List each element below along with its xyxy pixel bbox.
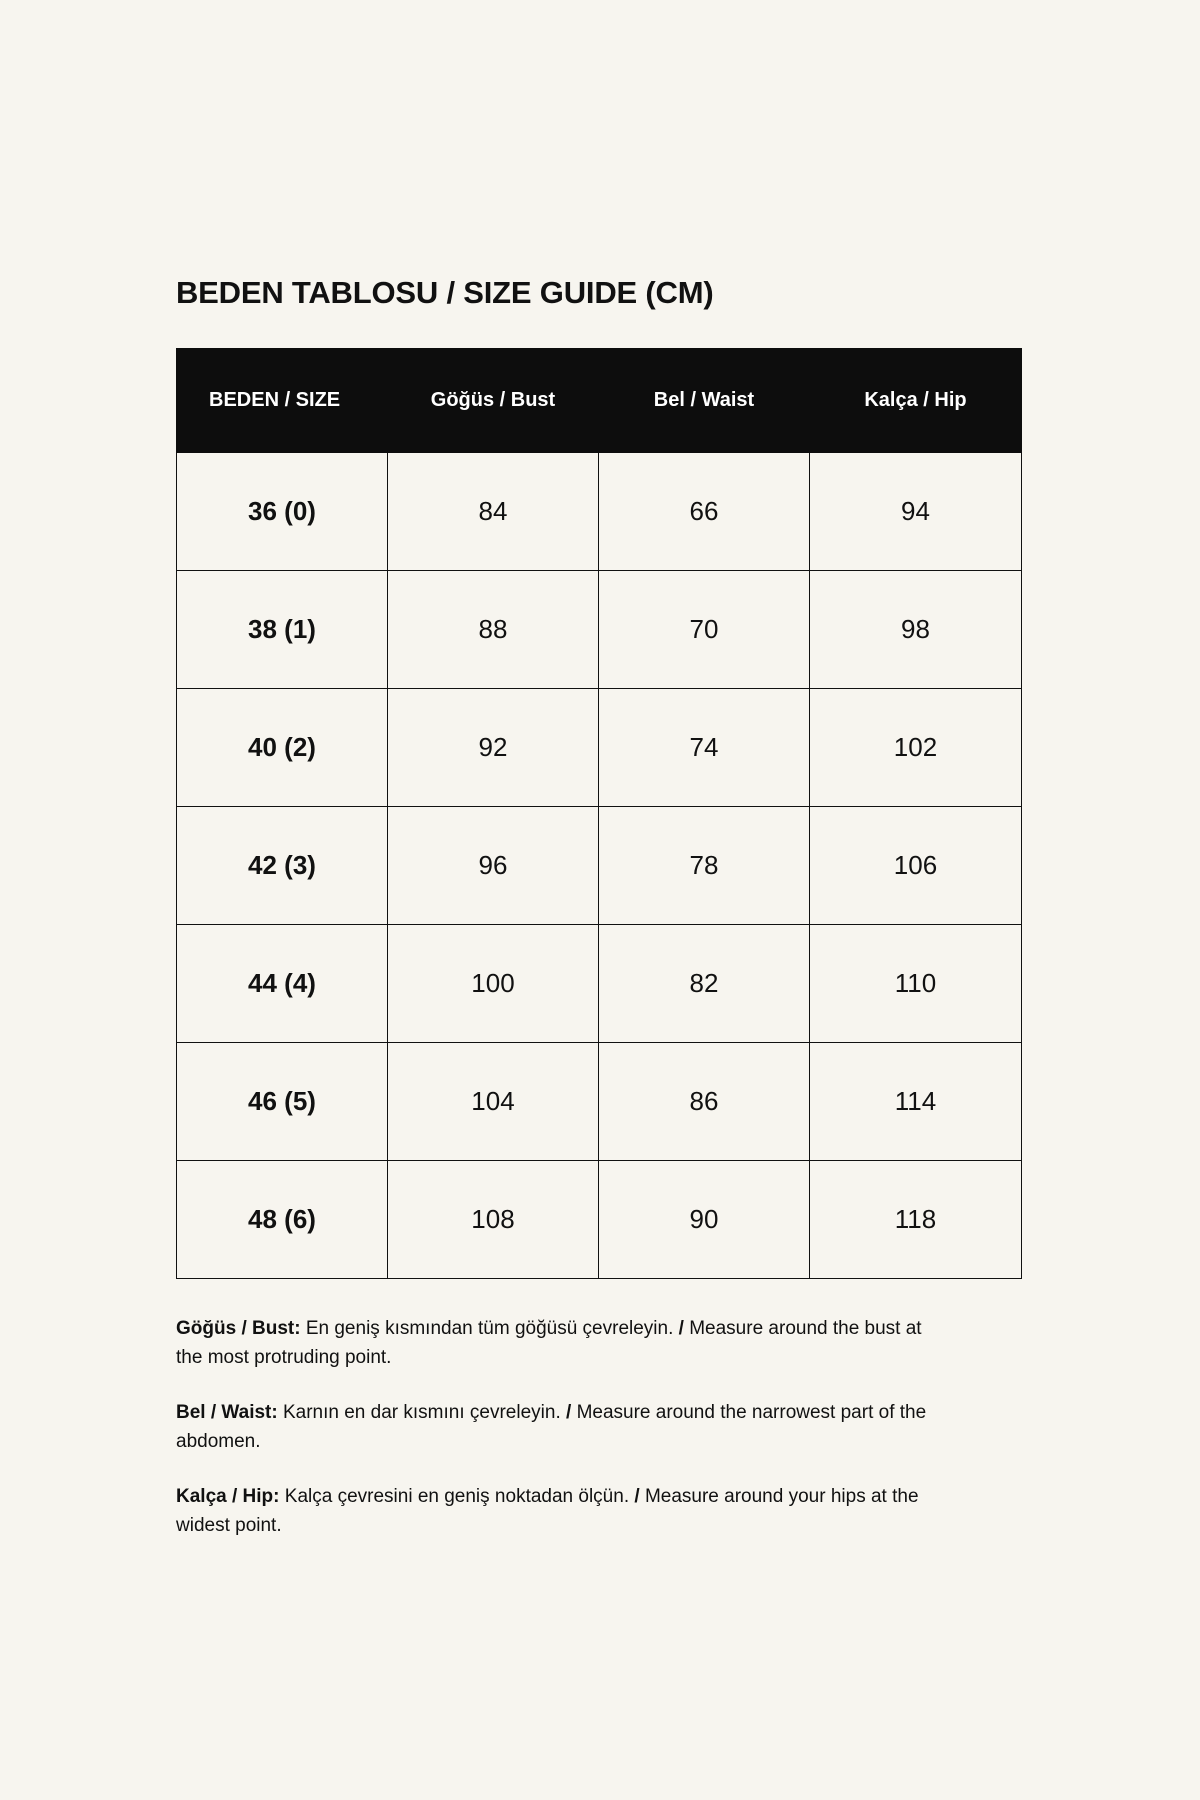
table-row: [177, 571, 1022, 689]
cell-bust: 108: [388, 1161, 599, 1279]
table-row: [177, 689, 1022, 807]
cell-bust: 84: [388, 453, 599, 571]
table-header-row: [177, 349, 1022, 453]
note-hip-tr: Kalça çevresini en geniş noktadan ölçün.: [284, 1485, 630, 1507]
cell-waist: 70: [599, 571, 810, 689]
table-row: [177, 925, 1022, 1043]
cell-size: 38 (1): [177, 571, 388, 689]
column-header-waist: Bel / Waist: [599, 349, 810, 453]
cell-size: 36 (0): [177, 453, 388, 571]
cell-waist: 78: [599, 807, 810, 925]
cell-size: 44 (4): [177, 925, 388, 1043]
cell-size: 42 (3): [177, 807, 388, 925]
table-row: [177, 453, 1022, 571]
note-waist-en: Measure around the narrowest part of the abdomen.: [176, 1401, 927, 1453]
column-header-bust: Göğüs / Bust: [388, 349, 599, 453]
note-hip-label: Kalça / Hip:: [176, 1485, 280, 1507]
note-bust-separator: /: [678, 1318, 684, 1339]
page-title: BEDEN TABLOSU / SIZE GUIDE (CM): [176, 275, 714, 310]
note-bust: [176, 1314, 936, 1373]
cell-waist: 66: [599, 453, 810, 571]
cell-hip: 118: [810, 1161, 1022, 1279]
note-waist: [176, 1398, 936, 1457]
table-row: [177, 807, 1022, 925]
cell-waist: 86: [599, 1043, 810, 1161]
cell-size: 48 (6): [177, 1161, 388, 1279]
cell-hip: 106: [810, 807, 1022, 925]
cell-bust: 104: [388, 1043, 599, 1161]
size-guide-table: [176, 348, 1022, 1279]
measurement-notes: [176, 1314, 936, 1541]
column-header-hip: Kalça / Hip: [810, 349, 1022, 453]
cell-bust: 92: [388, 689, 599, 807]
cell-bust: 100: [388, 925, 599, 1043]
note-waist-tr: Karnın en dar kısmını çevreleyin.: [282, 1401, 561, 1423]
cell-size: 46 (5): [177, 1043, 388, 1161]
column-header-size: BEDEN / SIZE: [177, 349, 388, 453]
cell-hip: 94: [810, 453, 1022, 571]
table-row: [177, 1043, 1022, 1161]
cell-bust: 96: [388, 807, 599, 925]
cell-waist: 90: [599, 1161, 810, 1279]
table-row: [177, 1161, 1022, 1279]
note-waist-label: Bel / Waist:: [176, 1401, 278, 1423]
note-hip: [176, 1482, 936, 1541]
note-hip-en: Measure around your hips at the widest point.: [176, 1485, 919, 1537]
cell-bust: 88: [388, 571, 599, 689]
cell-hip: 114: [810, 1043, 1022, 1161]
note-waist-separator: /: [566, 1401, 572, 1423]
cell-hip: 102: [810, 689, 1022, 807]
cell-hip: 110: [810, 925, 1022, 1043]
cell-hip: 98: [810, 571, 1022, 689]
note-bust-tr: En geniş kısmından tüm göğüsü çevreleyin.: [305, 1318, 674, 1339]
cell-waist: 74: [599, 689, 810, 807]
cell-size: 40 (2): [177, 689, 388, 807]
note-bust-en: Measure around the bust at the most protruding point.: [176, 1318, 922, 1369]
note-bust-label: Göğüs / Bust:: [176, 1318, 301, 1339]
cell-waist: 82: [599, 925, 810, 1043]
note-hip-separator: /: [634, 1485, 640, 1507]
